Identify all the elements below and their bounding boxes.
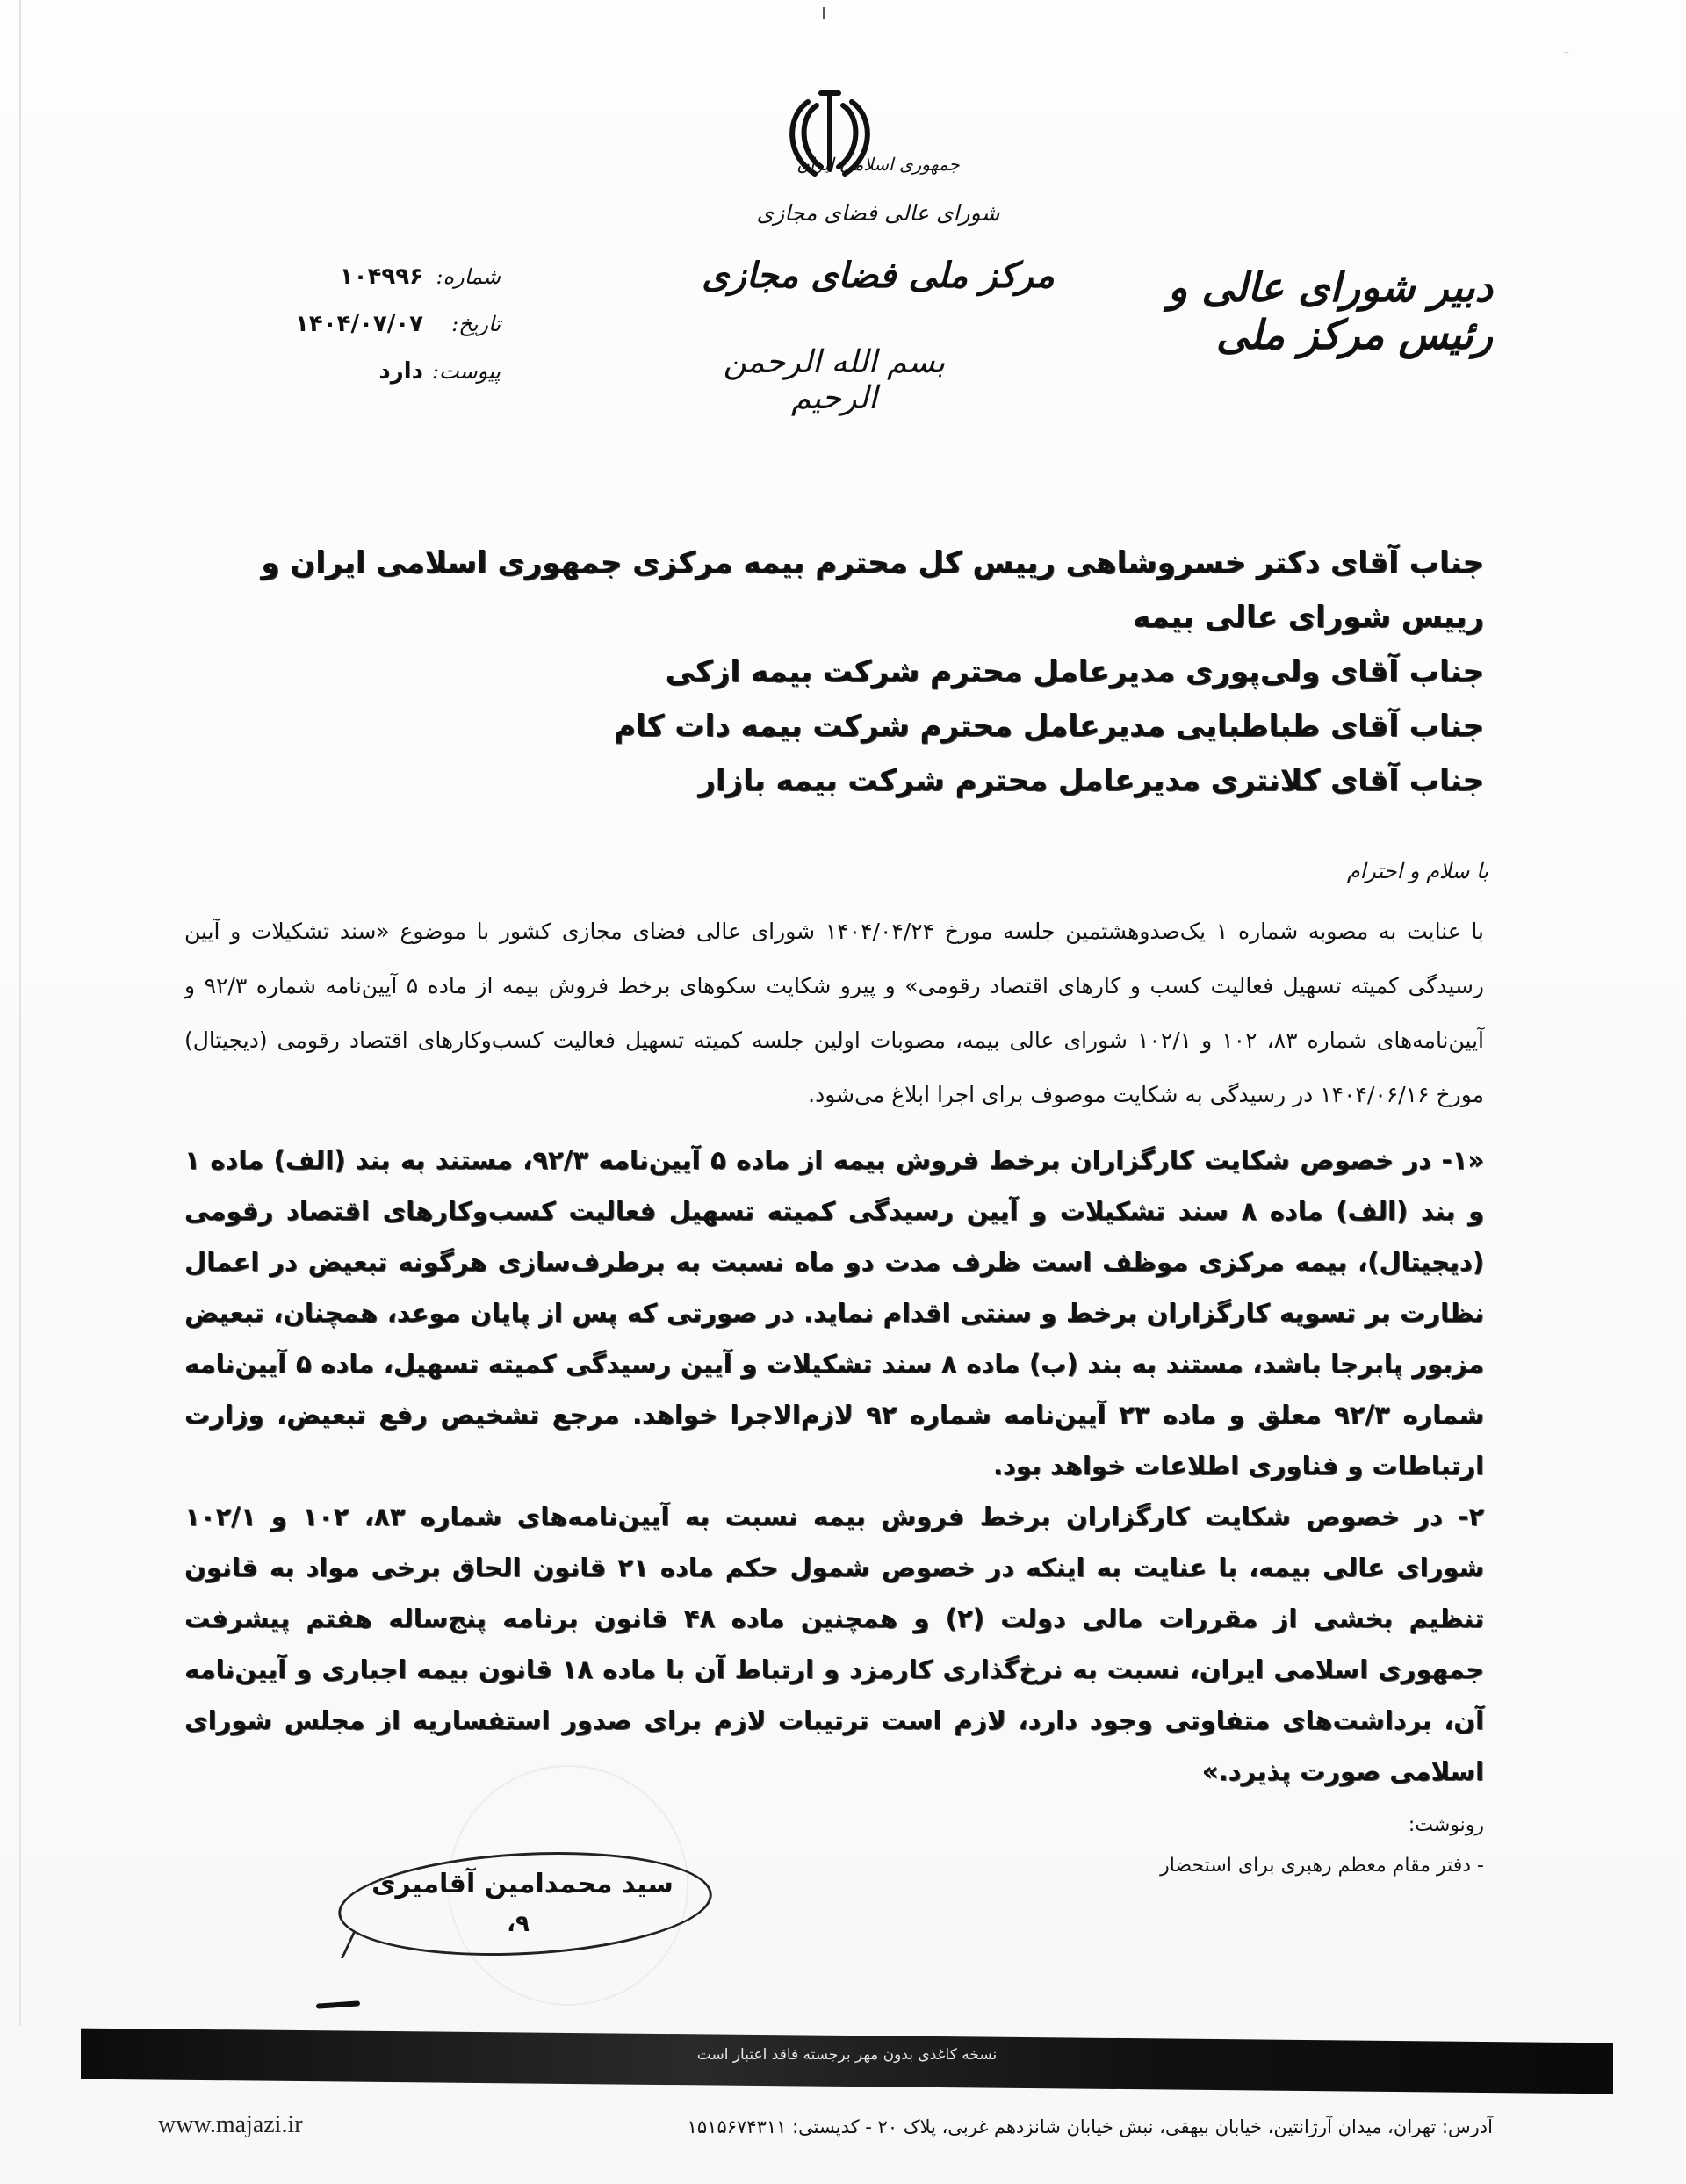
body-intro: با عنایت به مصوبه شماره ۱ یک‌صدوهشتمین جلسه مورخ ۱۴۰۴/۰۴/۲۴ شورای عالی فضای مجازی کشور با موضوع «سند تشکیلات و آیین رسیدگی کمیته تسهیل فعالیت کسب و کارهای اقتصاد رقومی» و پیرو شکایت سکوهای برخط فروش بیمه از ماده ۵ آیین‌نامه شماره ۹۲/۳ و آیین‌نامه‌های شماره ۸۳، ۱۰۲ و ۱۰۲/۱ شورای عالی بیمه، مصوبات اولین جلسه کمیته تسهیل فعالیت کسب‌وکارهای اقتصاد رقومی (دیجیتال) مورخ ۱۴۰۴/۰۶/۱۶ در رسیدگی به شکایت موصوف برای اجرا ابلاغ می‌شود. — [184, 919, 1484, 1107]
addressee: جناب آقای کلانتری مدیرعامل محترم شرکت بیمه بازار — [698, 763, 1484, 798]
pen-dash — [316, 2000, 360, 2008]
scan-edge — [19, 0, 21, 2026]
signature-mark: ۹، — [507, 1911, 530, 1937]
scan-mark — [823, 7, 825, 19]
body-items — [184, 1135, 1484, 1797]
addressee: جناب آقای دکتر خسروشاهی رییس کل محترم بیمه مرکزی جمهوری اسلامی ایران و رییس شورای عالی بیمه — [261, 545, 1484, 635]
number-label: شماره: — [436, 264, 501, 289]
addressee: جناب آقای ولی‌پوری مدیرعامل محترم شرکت بیمه ازکی — [665, 654, 1484, 689]
scan-speck: ⁻ — [1563, 48, 1570, 62]
date-label: تاریخ: — [451, 312, 501, 336]
cc-label: رونوشت: — [1408, 1814, 1484, 1836]
cc-item: - دفتر مقام معظم رهبری برای استحضار — [1160, 1855, 1484, 1877]
addressee: جناب آقای طباطبایی مدیرعامل محترم شرکت بیمه دات کام — [614, 709, 1484, 744]
resolution-item-2: ۲- در خصوص شکایت کارگزاران برخط فروش بیمه نسبت به آیین‌نامه‌های شماره ۸۳، ۱۰۲ و ۱۰۲/۱ شورای عالی بیمه، با عنایت به اینکه در خصوص شمول حکم ماده ۲۱ قانون الحاق برخی مواد به قانون تنظیم بخشی از مقررات مالی دولت (۲) و همچنین ماده ۴۸ قانون برنامه پنج‌ساله هفتم پیشرفت جمهوری اسلامی ایران، نسبت به نرخ‌گذاری کارمزد و ارتباط آن با ماده ۱۸ قانون بیمه اجباری و آیین‌نامه آن، برداشت‌های متفاوتی وجود دارد، لازم است ترتیبات لازم برای صدور استفساریه از مجلس شورای اسلامی صورت پذیرد.» — [184, 1502, 1485, 1786]
attachment-label: پیوست: — [431, 359, 501, 384]
attachment-value: دارد — [378, 358, 423, 385]
meta-attachment — [263, 358, 501, 406]
resolution-item-1: «۱- در خصوص شکایت کارگزاران برخط فروش بیمه از ماده ۵ آیین‌نامه ۹۲/۳، مستند به بند (الف) ماده ۱ و بند (الف) ماده ۸ سند تشکیلات و آیین رسیدگی کمیته تسهیل فعالیت کسب‌وکارهای اقتصاد رقومی (دیجیتال)، بیمه مرکزی موظف است ظرف مدت دو ماه نسبت به برطرف‌سازی هرگونه تبعیض در اعمال نظارت بر تسویه کارگزاران برخط و سنتی اقدام نماید. در صورتی که پس از پایان موعد، همچنان، تبعیض مزبور پابرجا باشد، مستند به بند (ب) ماده ۸ سند تشکیلات و آیین رسیدگی کمیته تسهیل، ماده ۵ آیین‌نامه شماره ۹۲/۳ معلق و ماده ۲۳ آیین‌نامه شماره ۹۲ لازم‌الاجرا خواهد. مرجع تشخیص رفع تبعیض، وزارت ارتباطات و فناوری اطلاعات خواهد بود. — [184, 1145, 1485, 1481]
footer-website: www.majazi.ir — [158, 2111, 303, 2138]
greeting: با سلام و احترام — [1346, 859, 1488, 883]
letterhead-council: شورای عالی فضای مجازی — [756, 200, 1000, 226]
footer-address: آدرس: تهران، میدان آرژانتین، خیابان بیهقی، نبش خیابان شانزدهم غربی، پلاک ۲۰ - کدپستی: ۱۵۱۵۶۷۴۳۱۱ — [687, 2116, 1493, 2137]
addressee-list — [184, 536, 1484, 808]
signature-stroke — [341, 1932, 391, 1958]
sender-title: دبیر شورای عالی و رئیس مرکز ملی — [1168, 263, 1493, 358]
meta-number — [263, 263, 501, 311]
number-value: ۱۰۴۹۹۶ — [339, 263, 423, 290]
letterhead-country: جمهوری اسلامی ایران — [796, 154, 960, 175]
letter-meta — [263, 263, 501, 406]
meta-date — [263, 311, 501, 358]
signatory-name: سید محمدامین آقامیری — [371, 1869, 674, 1899]
letterhead-center: مرکز ملی فضای مجازی — [702, 255, 1055, 296]
date-value: ۱۴۰۴/۰۷/۰۷ — [295, 311, 423, 337]
bismillah: بسم الله الرحمن الرحیم — [723, 344, 946, 416]
footer-notice: نسخه کاغذی بدون مهر برجسته فاقد اعتبار است — [696, 2046, 998, 2064]
